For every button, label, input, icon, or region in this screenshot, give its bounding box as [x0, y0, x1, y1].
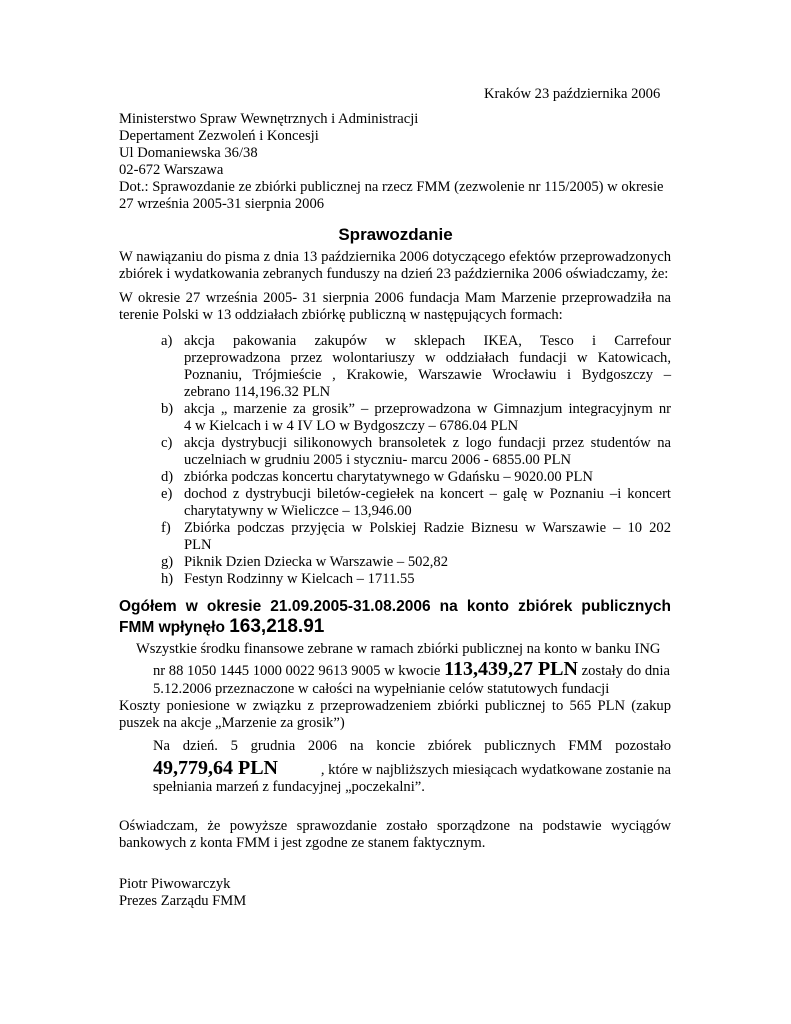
paragraph-text: , które w najbliższych miesiącach wydatkowane zostanie na [320, 762, 671, 778]
list-marker: e) [161, 486, 173, 502]
paragraph-text: zostały do dnia [581, 663, 670, 679]
list-item [161, 486, 671, 503]
paragraph-line: puszek na akcje „Marzenie za grosik”) [119, 715, 345, 731]
list-item-line: Piknik Dzien Dziecka w Warszawie – 502,82 [184, 554, 449, 570]
paragraph-line: bankowych z konta FMM i jest zgodne ze stanem faktycznym. [119, 835, 486, 851]
paragraph-line: Oświadczam, że powyższe sprawozdanie zostało sporządzone na podstawie wyciągów [119, 818, 671, 834]
address-line: Depertament Zezwoleń i Koncesji [119, 128, 319, 144]
paragraph-line: spełniania marzeń z fundacyjnej „poczekalni”. [153, 779, 425, 795]
date-line: Kraków 23 października 2006 [484, 86, 661, 102]
remaining-amount: 49,779,64 PLN [153, 757, 278, 779]
list-marker: a) [161, 333, 173, 349]
paragraph-line: 5.12.2006 przeznaczone w całości na wypełnianie celów statutowych fundacji [153, 681, 610, 697]
list-item-line: zbiórka podczas koncertu charytatywnego w Gdańsku – 9020.00 PLN [184, 469, 593, 485]
paragraph-line: Na dzień. 5 grudnia 2006 na koncie zbiórek publicznych FMM pozostało [153, 738, 671, 754]
list-marker: b) [161, 401, 174, 417]
list-item-line: Festyn Rodzinny w Kielcach – 1711.55 [184, 571, 415, 587]
paragraph-line [153, 757, 671, 781]
account-text: nr 88 1050 1445 1000 0022 9613 9005 w kwocie [153, 663, 441, 679]
list-item-line: charytatywny w Wieliczce – 13,946.00 [184, 503, 412, 519]
list-item-line: zebrano 114,196.32 PLN [184, 384, 331, 400]
list-item [161, 520, 671, 537]
list-item-line: uczelniach w grudniu 2005 i styczniu- marcu 2006 - 6855.00 PLN [184, 452, 572, 468]
list-item-line: przeprowadzona przez wolontariuszy w oddziałach fundacji w Katowicach, [184, 350, 671, 366]
paragraph-line: zbiórek i wydatkowania zebranych funduszy na dzień 23 października 2006 oświadczamy, że: [119, 266, 669, 282]
paragraph-line: W okresie 27 września 2005- 31 sierpnia 2006 fundacja Mam Marzenie przeprowadziła na [119, 290, 671, 306]
list-item-line: akcja „ marzenie za grosik” – przeprowadzona w Gimnazjum integracyjnym nr [184, 401, 671, 417]
signer-name: Piotr Piwowarczyk [119, 876, 231, 892]
list-marker: c) [161, 435, 173, 451]
total-label: FMM wpłynęło [119, 619, 225, 636]
list-item-line: akcja pakowania zakupów w sklepach IKEA, Tesco i Carrefour [184, 333, 671, 349]
list-item [161, 554, 671, 571]
list-item-line: akcja dystrybucji silikonowych bransoletek z logo fundacji przez studentów na [184, 435, 671, 451]
list-marker: d) [161, 469, 174, 485]
list-item-line: 4 w Kielcach i w 4 IV LO w Bydgoszczy – 6786.04 PLN [184, 418, 519, 434]
address-line: Ul Domaniewska 36/38 [119, 145, 258, 161]
list-marker: g) [161, 554, 174, 570]
total-line [119, 616, 324, 639]
paragraph-line: Koszty poniesione w związku z przeprowadzeniem zbiórki publicznej to 565 PLN (zakup [119, 698, 671, 714]
list-item [161, 401, 671, 418]
list-item [161, 469, 671, 486]
list-item-line: dochod z dystrybucji biletów-cegiełek na koncert – galę w Poznaniu –i koncert [184, 486, 671, 502]
subject-line: Dot.: Sprawozdanie ze zbiórki publicznej na rzecz FMM (zezwolenie nr 115/2005) w okresie [119, 179, 664, 195]
address-line: 02-672 Warszawa [119, 162, 224, 178]
subject-line: 27 września 2005-31 sierpnia 2006 [119, 196, 325, 212]
funds-amount: 113,439,27 PLN [444, 658, 578, 680]
list-item [161, 571, 671, 588]
paragraph-line: terenie Polski w 13 oddziałach zbiórkę publiczną w następujących formach: [119, 307, 563, 323]
list-item-line: PLN [184, 537, 212, 553]
document-title: Sprawozdanie [338, 225, 453, 244]
list-item-line: Zbiórka podczas przyjęcia w Polskiej Radzie Biznesu w Warszawie – 10 202 [184, 520, 671, 536]
signer-role: Prezes Zarządu FMM [119, 893, 247, 909]
paragraph-line [153, 658, 670, 682]
list-item-line: Poznaniu, Trójmieście , Krakowie, Warszawie Wrocławiu i Bydgoszczy – [184, 367, 671, 383]
list-item [161, 435, 671, 452]
list-item [161, 333, 671, 350]
paragraph-line: W nawiązaniu do pisma z dnia 13 października 2006 dotyczącego efektów przeprowadzonych [119, 249, 671, 265]
total-line: Ogółem w okresie 21.09.2005-31.08.2006 na konto zbiórek publicznych [119, 598, 671, 615]
address-line: Ministerstwo Spraw Wewnętrznych i Administracji [119, 111, 419, 127]
paragraph-line: Wszystkie środku finansowe zebrane w ramach zbiórki publicznej na konto w banku ING [136, 641, 661, 657]
list-marker: h) [161, 571, 174, 587]
list-marker: f) [161, 520, 171, 536]
total-amount: 163,218.91 [229, 616, 325, 637]
